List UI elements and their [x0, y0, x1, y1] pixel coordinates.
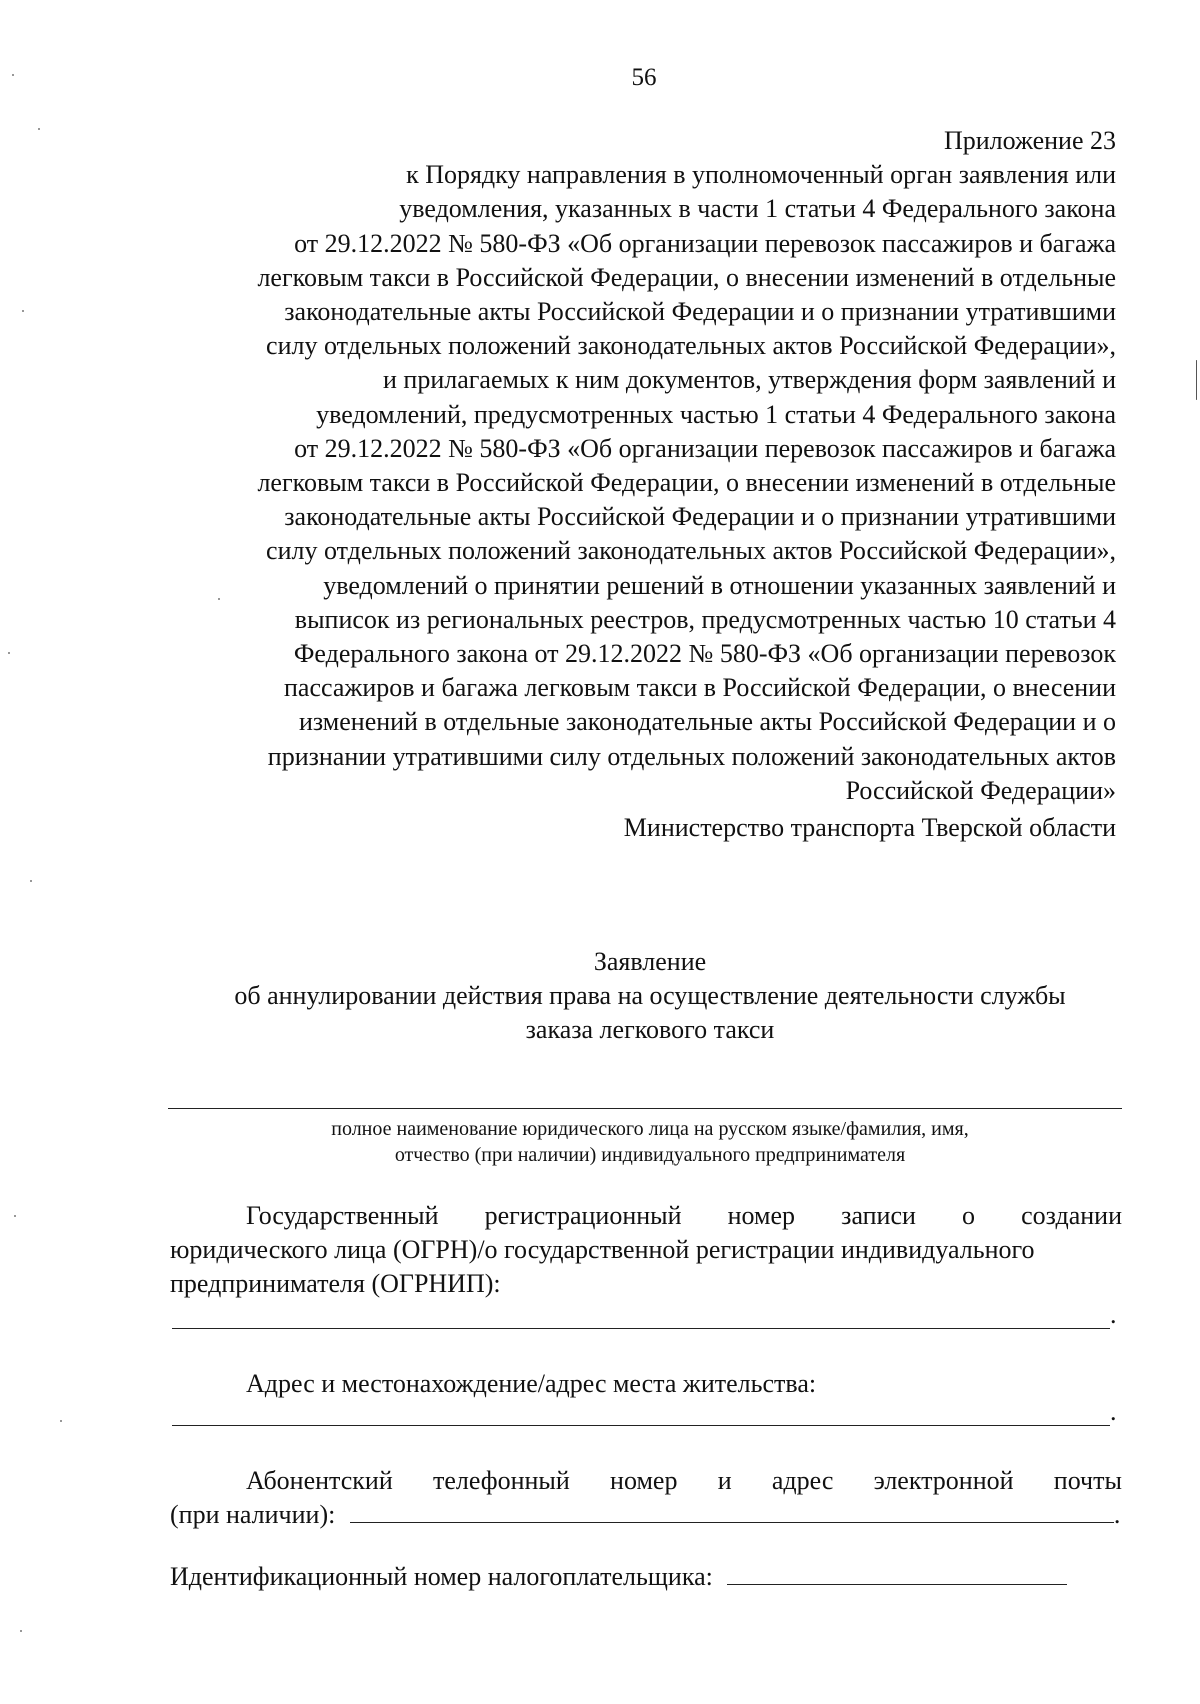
address-label: Адрес и местонахождение/адрес места жительства:: [246, 1369, 817, 1398]
appendix-line: от 29.12.2022 № 580-ФЗ «Об организации перевозок пассажиров и багажа: [294, 228, 1116, 258]
appendix-line: признании утратившими силу отдельных положений законодательных актов: [267, 741, 1116, 771]
word: Абонентский: [246, 1466, 393, 1495]
address-paragraph: [170, 1367, 1122, 1401]
word: Государственный: [246, 1201, 439, 1230]
scan-speck: [30, 880, 32, 882]
appendix-line: к Порядку направления в уполномоченный орган заявления или: [406, 160, 1116, 190]
word: создании: [1021, 1201, 1122, 1230]
field-end-mark: .: [1110, 1300, 1117, 1329]
scan-speck: [22, 310, 24, 312]
contact-paragraph: [170, 1464, 1122, 1532]
word: о: [962, 1201, 976, 1230]
scan-speck: [218, 598, 220, 600]
ogrn-paragraph: [170, 1199, 1122, 1301]
word: номер: [610, 1466, 678, 1495]
scan-speck: [8, 652, 10, 654]
title-heading: Заявление: [593, 947, 707, 976]
scan-edge-mark: [1196, 360, 1197, 400]
inn-label: Идентификационный номер налогоплательщика:: [170, 1562, 713, 1591]
appendix-line: и прилагаемых к ним документов, утверждения форм заявлений и: [382, 365, 1116, 395]
appendix-line: Российской Федерации»: [845, 775, 1116, 805]
appendix-header: [156, 124, 1116, 808]
word: записи: [841, 1201, 916, 1230]
ogrn-line-1: [170, 1199, 1122, 1233]
scan-speck: [20, 1630, 22, 1632]
word: регистрационный: [484, 1201, 682, 1230]
contact-field[interactable]: [350, 1498, 1114, 1523]
applicant-name-caption: [170, 1116, 1130, 1168]
title-subject-line: заказа легкового такси: [525, 1015, 775, 1044]
scan-speck: [38, 128, 40, 130]
appendix-line: силу отдельных положений законодательных актов Российской Федерации»,: [266, 331, 1116, 361]
scan-speck: [12, 74, 14, 76]
scan-speck: [14, 1215, 16, 1217]
address-field[interactable]: [172, 1425, 1110, 1426]
inn-line: [170, 1560, 1122, 1594]
appendix-line: уведомлений, предусмотренных частью 1 статьи 4 Федерального закона: [316, 399, 1116, 429]
inn-field[interactable]: [727, 1560, 1067, 1585]
word: номер: [727, 1201, 796, 1230]
page-number: 56: [631, 64, 657, 91]
scan-speck: [60, 1420, 62, 1422]
recipient-authority: Министерство транспорта Тверской области: [623, 813, 1116, 842]
appendix-line: законодательные акты Российской Федерации и о признании утратившими: [284, 502, 1116, 532]
word: адрес: [771, 1466, 834, 1495]
ogrn-line-3: предпринимателя (ОГРНИП):: [170, 1269, 501, 1298]
word: электронной: [873, 1466, 1014, 1495]
appendix-line: силу отдельных положений законодательных актов Российской Федерации»,: [266, 536, 1116, 566]
appendix-line: Федерального закона от 29.12.2022 № 580-ФЗ «Об организации перевозок: [293, 639, 1116, 669]
appendix-line: уведомления, указанных в части 1 статьи 4 Федерального закона: [399, 194, 1116, 224]
appendix-line: легковым такси в Российской Федерации, о внесении изменений в отдельные: [257, 262, 1116, 292]
appendix-line: выписок из региональных реестров, предусмотренных частью 10 статьи 4: [294, 604, 1116, 634]
contact-line-1: [170, 1464, 1122, 1498]
word: и: [717, 1466, 732, 1495]
contact-label: (при наличии):: [170, 1500, 336, 1529]
field-end-mark: .: [1113, 1500, 1121, 1529]
appendix-line: от 29.12.2022 № 580-ФЗ «Об организации перевозок пассажиров и багажа: [294, 433, 1116, 463]
applicant-name-field[interactable]: [168, 1108, 1122, 1109]
word: почты: [1053, 1466, 1122, 1495]
appendix-line: легковым такси в Российской Федерации, о внесении изменений в отдельные: [257, 468, 1116, 498]
appendix-line: законодательные акты Российской Федерации и о признании утратившими: [284, 297, 1116, 327]
caption-line: полное наименование юридического лица на русском языке/фамилия, имя,: [331, 1118, 969, 1140]
title-subject-line: об аннулировании действия права на осуществление деятельности службы: [234, 981, 1066, 1010]
document-title: [170, 945, 1130, 1047]
appendix-line: уведомлений о принятии решений в отношении указанных заявлений и: [323, 570, 1116, 600]
appendix-line: изменений в отдельные законодательные акты Российской Федерации и о: [298, 707, 1116, 737]
ogrn-line-2: юридического лица (ОГРН)/о государственной регистрации индивидуального: [170, 1235, 1035, 1264]
inn-paragraph: [170, 1560, 1122, 1594]
appendix-line: пассажиров и багажа легковым такси в Российской Федерации, о внесении: [284, 673, 1116, 703]
field-end-mark: .: [1110, 1397, 1117, 1426]
word: телефонный: [432, 1466, 570, 1495]
caption-line: отчество (при наличии) индивидуального предпринимателя: [394, 1144, 906, 1166]
ogrn-field[interactable]: [172, 1328, 1110, 1329]
contact-line-2: [170, 1498, 1122, 1532]
appendix-line: Приложение 23: [943, 126, 1116, 155]
